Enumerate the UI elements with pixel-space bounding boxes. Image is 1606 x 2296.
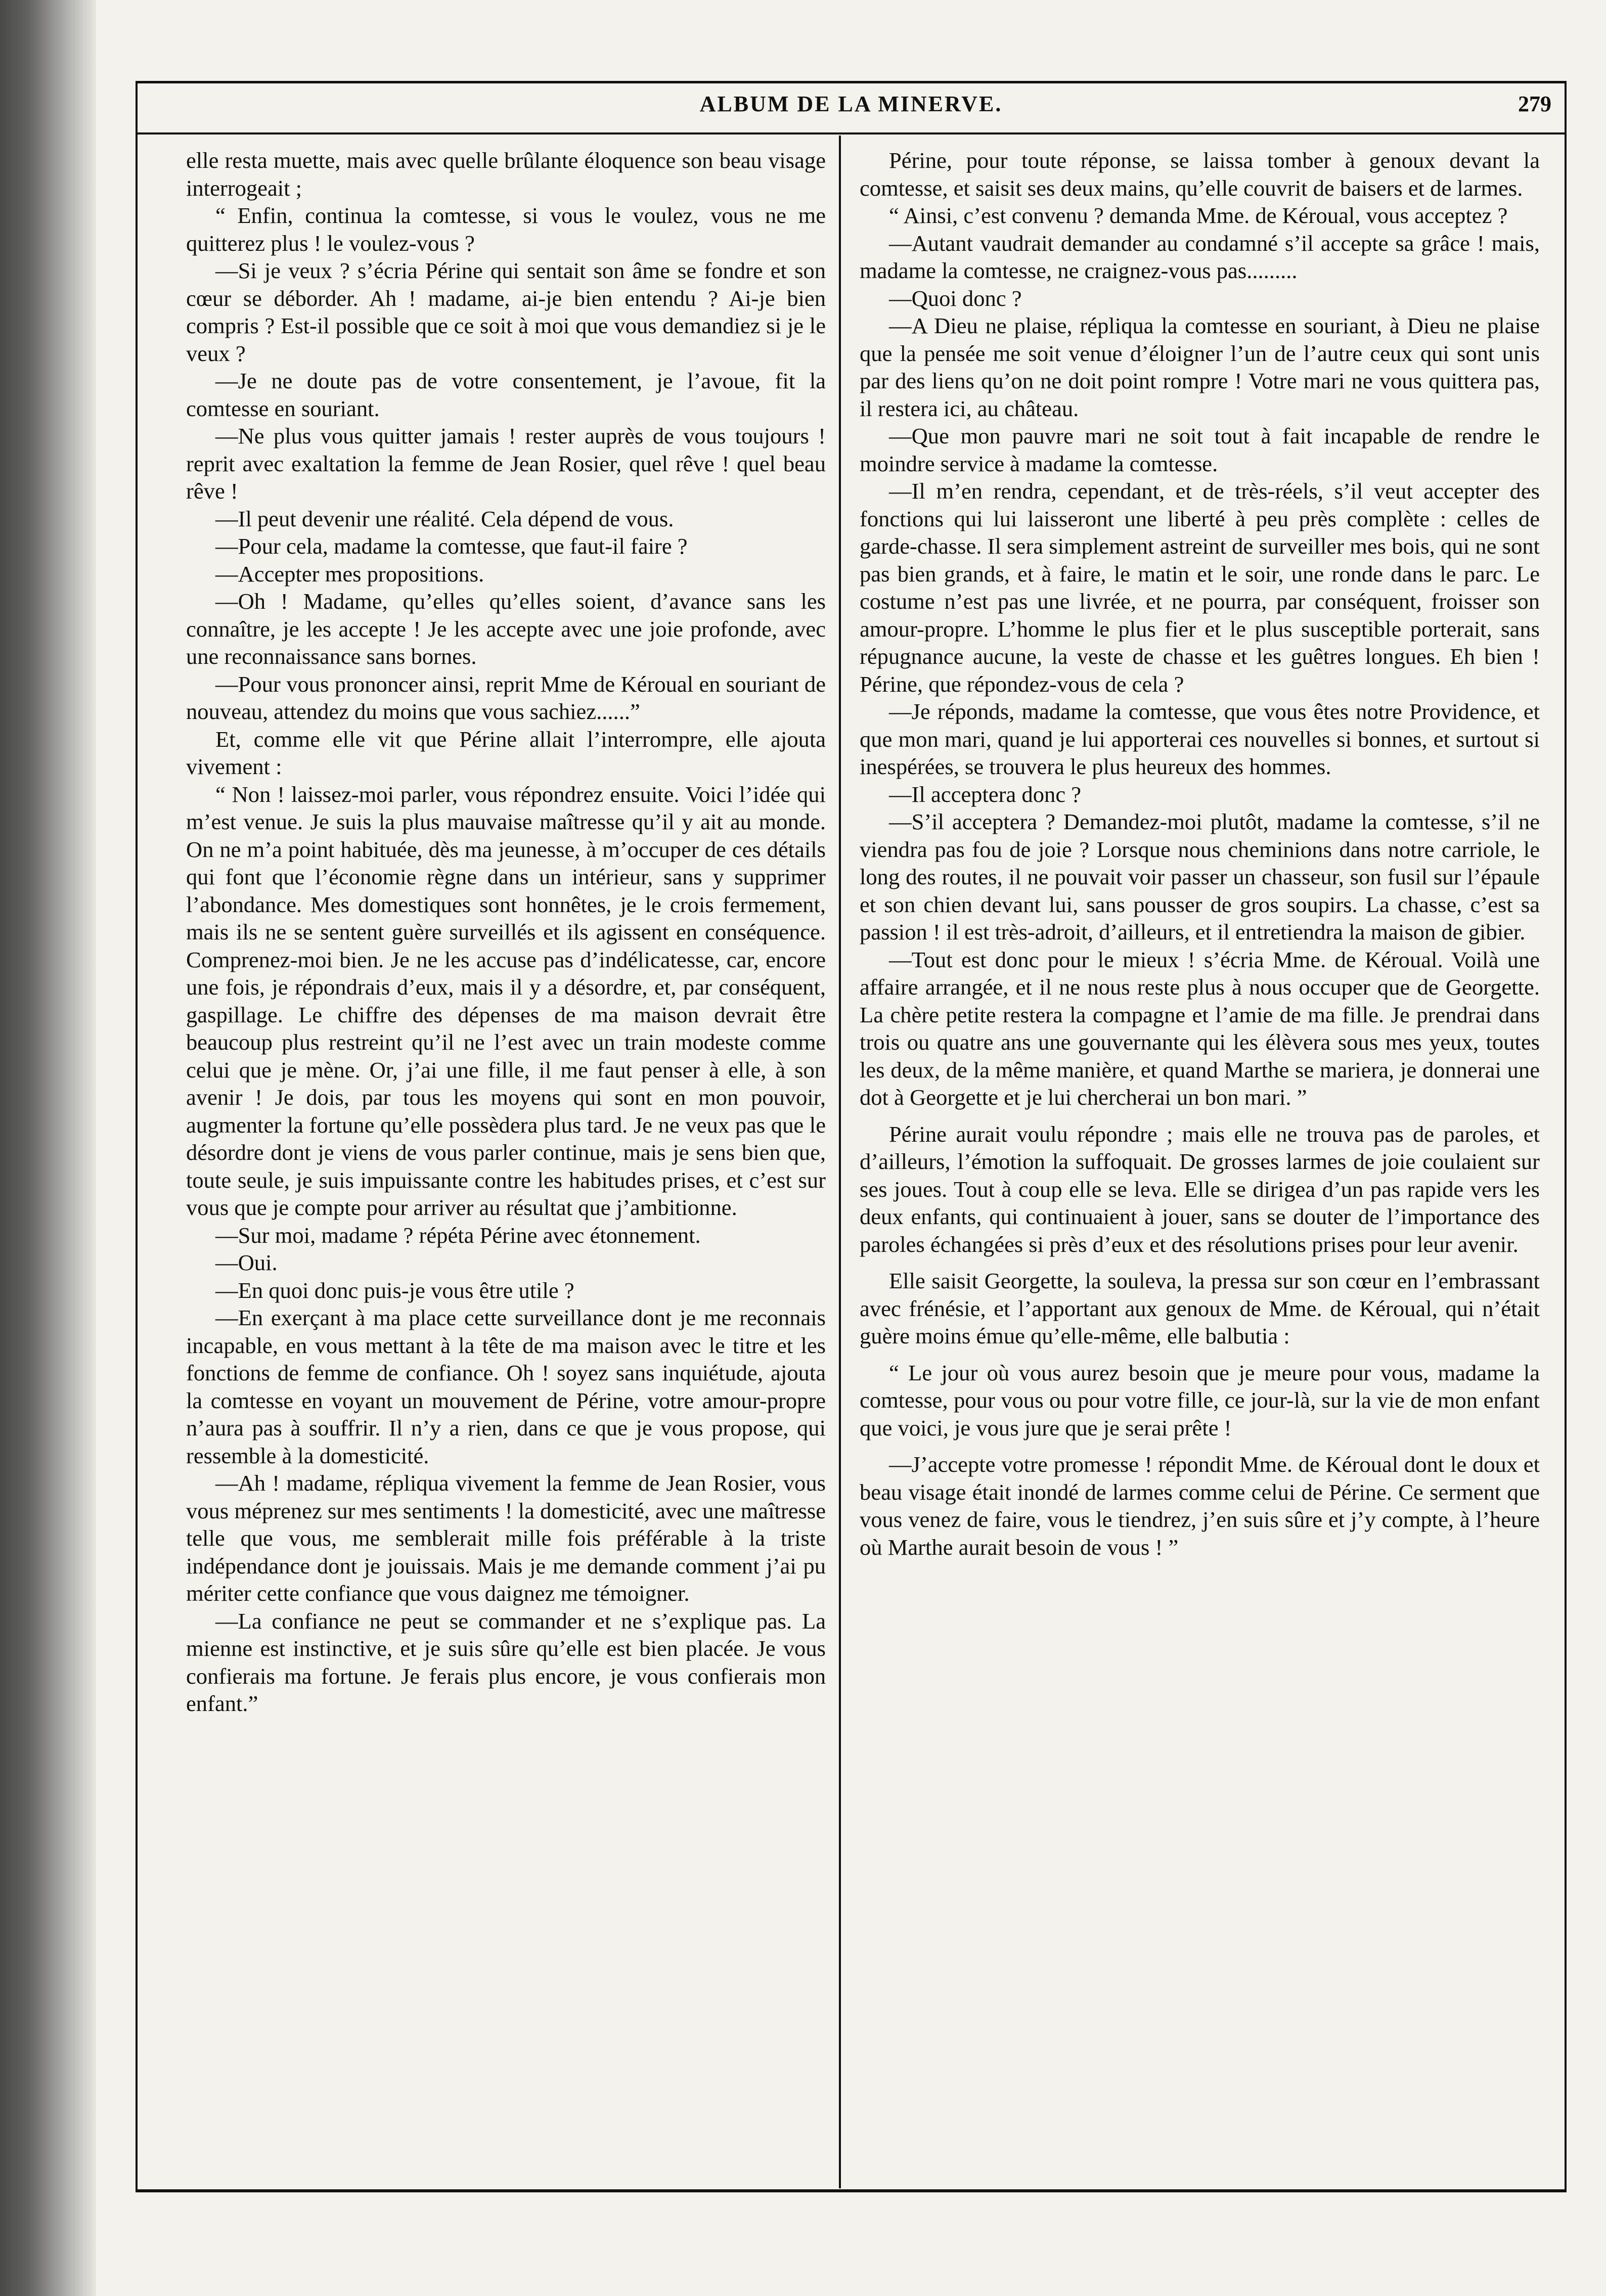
paragraph: —Pour vous prononcer ainsi, reprit Mme de Kéroual en souriant de nouveau, attendez du moins que vous sachiez......” bbox=[186, 671, 826, 724]
paragraph: Elle saisit Georgette, la souleva, la pressa sur son cœur en l’embrassant avec frénésie, et l’apportant aux genoux de Mme. de Kéroual, qui n’était guère moins émue qu’elle-même, elle balbutia : bbox=[860, 1268, 1540, 1348]
paragraph: —En exerçant à ma place cette surveillance dont je me reconnais incapable, en vous mettant à la tête de ma maison avec le titre et les fonctions de femme de confiance. Oh ! soyez sans inquiétude, ajouta la comtesse en voyant un mouvement de Périne, votre amour-propre n’aura pas à souffrir. Il n’y a rien, dans ce que je vous propose, qui ressemble à la domesticité. bbox=[186, 1305, 826, 1468]
paragraph: —J’accepte votre promesse ! répondit Mme. de Kéroual dont le doux et beau visage était inondé de larmes comme celui de Périne. Ce serment que vous venez de faire, vous le tiendrez, j’en suis sûre et j’y compte, à l’heure où Marthe aurait besoin de vous ! ” bbox=[860, 1452, 1540, 1560]
paragraph: —Quoi donc ? bbox=[889, 285, 1022, 311]
paragraph: —Que mon pauvre mari ne soit tout à fait incapable de rendre le moindre service à madame la comtesse. bbox=[860, 423, 1540, 476]
paragraph: —Pour cela, madame la comtesse, que faut-il faire ? bbox=[215, 533, 688, 559]
paragraph: “ Ainsi, c’est convenu ? demanda Mme. de Kéroual, vous acceptez ? bbox=[889, 203, 1508, 228]
paragraph: —En quoi donc puis-je vous être utile ? bbox=[215, 1277, 574, 1303]
paragraph: —A Dieu ne plaise, répliqua la comtesse en souriant, à Dieu ne plaise que la pensée me soit venue d’éloigner l’un de l’autre ceux qui sont unis par des liens qu’on ne doit point rompre ! Votre mari ne vous quittera pas, il restera ici, au château. bbox=[860, 313, 1540, 421]
running-title: ALBUM DE LA MINERVE. bbox=[699, 92, 1003, 116]
header-rule bbox=[136, 132, 1567, 134]
page-frame-right bbox=[1565, 81, 1567, 2189]
paragraph: —S’il acceptera ? Demandez-moi plutôt, madame la comtesse, s’il ne viendra pas fou de joie ? Lorsque nous cheminions dans notre carriole, le long des routes, il ne pouvait voir passer un chasseur, son fusil sur l’épaule et son chien devant lui, sans pousser de gros soupirs. La chasse, c’est sa passion ! il est très-adroit, d’ailleurs, et il entretiendra la maison de gibier. bbox=[860, 809, 1540, 944]
paragraph: —Accepter mes propositions. bbox=[215, 561, 484, 587]
paragraph: Périne, pour toute réponse, se laissa tomber à genoux devant la comtesse, et saisit ses deux mains, qu’elle couvrit de baisers et de larmes. bbox=[860, 148, 1540, 201]
paragraph: “ Non ! laissez-moi parler, vous répondrez ensuite. Voici l’idée qui m’est venue. Je suis la plus mauvaise maîtresse qu’il y ait au monde. On ne m’a point habituée, dès ma jeunesse, à m’occuper de ces détails qui font que l’économie règne dans un intérieur, sans y supprimer l’abondance. Mes domestiques sont honnêtes, je le crois fermement, mais ils ne se sentent guère surveillés et ils agissent en conséquence. Comprenez-moi bien. Je ne les accuse pas d’indélicatesse, car, encore une fois, je répondrais d’eux, mais il y a désordre, et, par conséquent, gaspillage. Le chiffre des dépenses de ma maison devrait être beaucoup plus restreint qu’il ne l’est avec un train modeste comme celui que je mène. Or, j’ai une fille, il me faut penser à elle, à son avenir ! Je dois, par tous les moyens qui sont en mon pouvoir, augmenter la fortune qu’elle possèdera plus tard. Je ne veux pas que le désordre dont je viens de vous parler continue, mais je sens bien que, toute seule, je suis impuissante contre les habitudes prises, et c’est sur vous que je compte pour arriver au résultat que j’ambitionne. bbox=[186, 781, 826, 1220]
paragraph: —Il m’en rendra, cependant, et de très-réels, s’il veut accepter des fonctions qui lui laisseront une liberté à peu près complète : celles de garde-chasse. Il sera simplement astreint de surveiller mes bois, qui ne sont pas bien grands, et à faire, le matin et le soir, une ronde dans le parc. Le costume n’est pas une livrée, et ne pourra, par conséquent, froisser son amour-propre. L’homme le plus fier et le plus susceptible porterait, sans répugnance aucune, la veste de chasse et les guêtres longues. Eh bien ! Périne, que répondez-vous de cela ? bbox=[860, 478, 1540, 697]
paragraph: —Sur moi, madame ? répéta Périne avec étonnement. bbox=[215, 1222, 701, 1248]
page-frame-left bbox=[136, 81, 138, 2189]
paragraph: Périne aurait voulu répondre ; mais elle ne trouva pas de paroles, et d’ailleurs, l’émotion la suffoquait. De grosses larmes de joie coulaient sur ses joues. Tout à coup elle se leva. Elle se dirigea d’un pas rapide vers les deux enfants, qui continuaient à jouer, sans se douter de l’importance des paroles échangées si près d’eux et des résolutions prises pour leur avenir. bbox=[860, 1121, 1540, 1257]
paragraph: “ Enfin, continua la comtesse, si vous le voulez, vous ne me quitterez plus ! le voulez-vous ? bbox=[186, 203, 826, 256]
paragraph: elle resta muette, mais avec quelle brûlante éloquence son beau visage interrogeait ; bbox=[186, 148, 826, 201]
paragraph: —Je réponds, madame la comtesse, que vous êtes notre Providence, et que mon mari, quand je lui apporterai ces nouvelles si bonnes, et surtout si inespérées, se trouvera le plus heureux des hommes. bbox=[860, 699, 1540, 779]
paragraph: —Ah ! madame, répliqua vivement la femme de Jean Rosier, vous vous méprenez sur mes sentiments ! la domesticité, avec une maîtresse telle que vous, me semblerait mille fois préférable à la triste indépendance dont je jouissais. Mais je me demande comment j’ai pu mériter cette confiance que vous daignez me témoigner. bbox=[186, 1470, 826, 1606]
paragraph: —Je ne doute pas de votre consentement, je l’avoue, fit la comtesse en souriant. bbox=[186, 368, 826, 421]
right-column bbox=[860, 147, 1540, 2179]
paragraph: —Si je veux ? s’écria Périne qui sentait son âme se fondre et son cœur se déborder. Ah ! madame, ai-je bien entendu ? Ai-je bien compris ? Est-il possible que ce soit à moi que vous demandiez si je le veux ? bbox=[186, 258, 826, 366]
paragraph: —Oh ! Madame, qu’elles qu’elles soient, d’avance sans les connaître, je les accepte ! Je les accepte avec une joie profonde, avec une reconnaissance sans bornes. bbox=[186, 589, 826, 669]
paragraph: —Il peut devenir une réalité. Cela dépend de vous. bbox=[215, 506, 674, 531]
page-header bbox=[136, 86, 1567, 137]
left-column bbox=[186, 147, 826, 2179]
paragraph: —Ne plus vous quitter jamais ! rester auprès de vous toujours ! reprit avec exaltation la femme de Jean Rosier, quel rêve ! quel beau rêve ! bbox=[186, 423, 826, 504]
paragraph: —La confiance ne peut se commander et ne s’explique pas. La mienne est instinctive, et je suis sûre qu’elle est bien placée. Je vous confierais ma fortune. Je ferais plus encore, je vous confierais mon enfant.” bbox=[186, 1608, 826, 1716]
page-frame-bottom bbox=[136, 2189, 1567, 2192]
page-frame-top bbox=[136, 81, 1567, 83]
book-spine-shadow bbox=[0, 0, 96, 2296]
paragraph: —Il acceptera donc ? bbox=[889, 781, 1082, 807]
page-number: 279 bbox=[1518, 92, 1551, 116]
paragraph: —Tout est donc pour le mieux ! s’écria Mme. de Kéroual. Voilà une affaire arrangée, et il ne nous reste plus à nous occuper que de Georgette. La chère petite restera la compagne et l’amie de ma fille. Je prendrai dans trois ou quatre ans une gouvernante qui les élèvera sous mes yeux, toutes les deux, de la même manière, et quand Marthe se mariera, je donnerai une dot à Georgette et je lui chercherai un bon mari. ” bbox=[860, 947, 1540, 1110]
column-divider bbox=[839, 136, 841, 2188]
paragraph: Et, comme elle vit que Périne allait l’interrompre, elle ajouta vivement : bbox=[186, 726, 826, 779]
paragraph: —Oui. bbox=[215, 1250, 278, 1275]
paragraph: —Autant vaudrait demander au condamné s’il accepte sa grâce ! mais, madame la comtesse, ne craignez-vous pas......... bbox=[860, 230, 1540, 283]
paragraph: “ Le jour où vous aurez besoin que je meure pour vous, madame la comtesse, pour vous ou pour votre fille, ce jour-là, sur la vie de mon enfant que voici, je vous jure que je serai prête ! bbox=[860, 1360, 1540, 1440]
